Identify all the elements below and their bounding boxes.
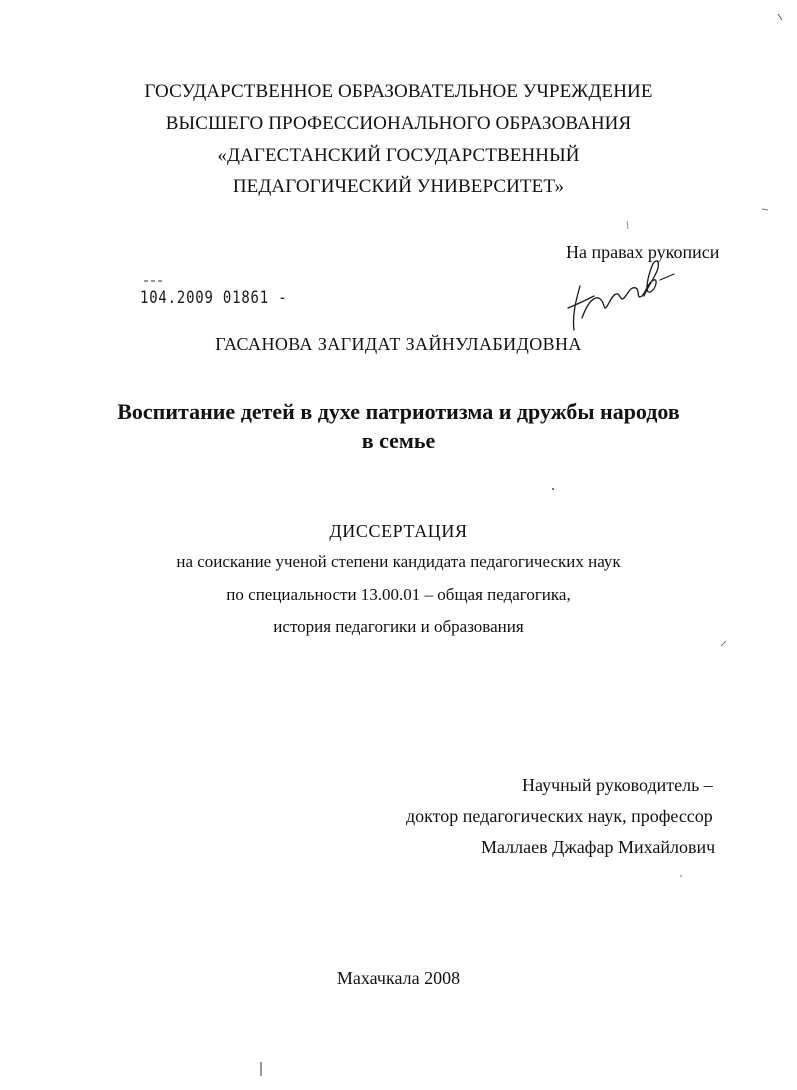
institution-line-2: ВЫСШЕГО ПРОФЕССИОНАЛЬНОГО ОБРАЗОВАНИЯ (165, 113, 632, 134)
institution-line-3: «ДАГЕСТАНСКИЙ ГОСУДАРСТВЕННЫЙ (217, 145, 580, 166)
registration-dash: - (268, 288, 288, 308)
institution-line-4: ПЕДАГОГИЧЕСКИЙ УНИВЕРСИТЕТ» (232, 176, 565, 197)
supervisor-name: Маллаев Джафар Михайлович (481, 837, 716, 857)
supervisor-role: Научный руководитель – (522, 775, 713, 795)
city-year: Махачкала 2008 (336, 968, 461, 988)
author-name: ГАСАНОВА ЗАГИДАТ ЗАЙНУЛАБИДОВНА (215, 334, 582, 354)
dissertation-line-2: по специальности 13.00.01 – общая педагогика, (226, 585, 571, 604)
supervisor-degree: доктор педагогических наук, профессор (406, 806, 713, 826)
dissertation-line-1: на соискание ученой степени кандидата педагогических наук (176, 552, 621, 571)
title-line-1: Воспитание детей в духе патриотизма и дружбы народов (117, 399, 680, 424)
manuscript-note: На правах рукописи (566, 242, 720, 262)
title-line-2: в семье (361, 428, 436, 453)
institution-line-1: ГОСУДАРСТВЕННОЕ ОБРАЗОВАТЕЛЬНОЕ УЧРЕЖДЕНИЕ (144, 81, 653, 102)
dissertation-line-3: история педагогики и образования (273, 617, 524, 636)
registration-number-text: 104.2009 01861 (140, 288, 269, 308)
dissertation-label: ДИССЕРТАЦИЯ (329, 521, 468, 541)
